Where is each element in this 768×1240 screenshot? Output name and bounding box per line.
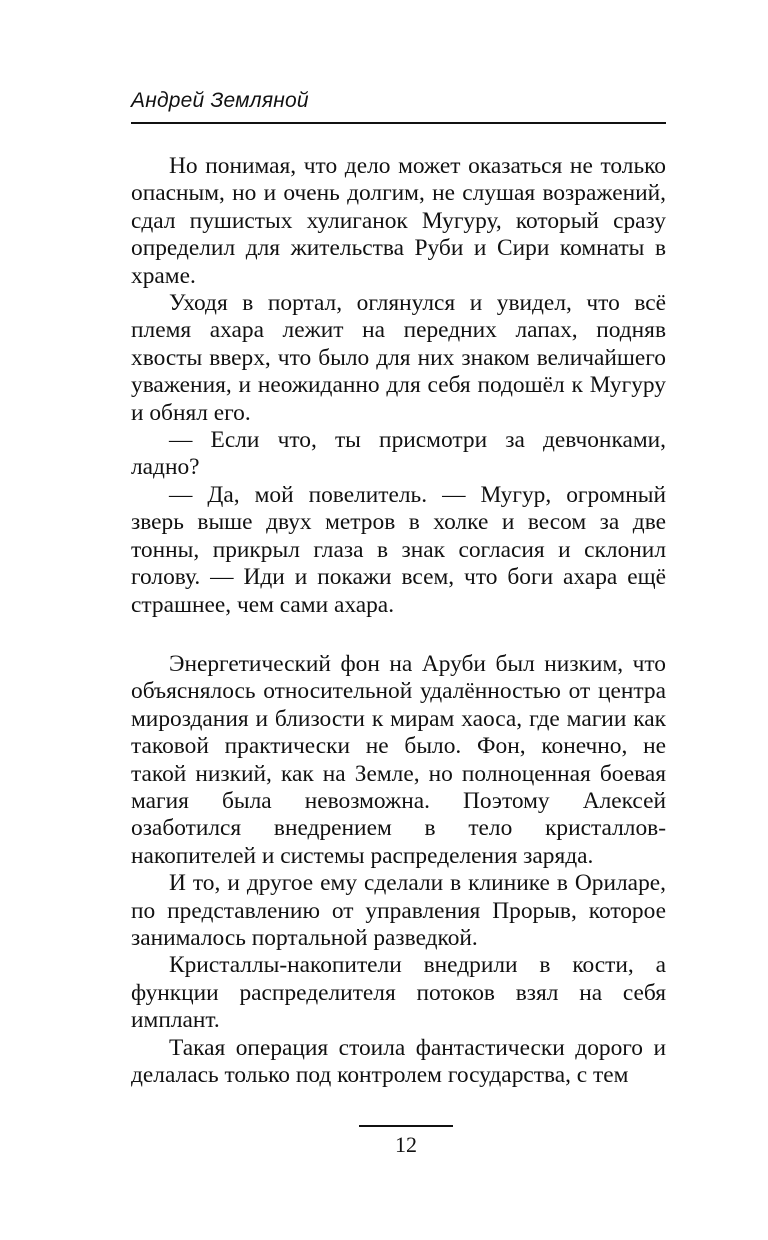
paragraph: Кристаллы-накопители внедрили в кости, а функции распределителя потоков взял на себя имплант. bbox=[131, 952, 666, 1034]
page-number: 12 bbox=[395, 1132, 417, 1157]
text-section-2 bbox=[131, 651, 666, 1090]
paragraph: Энергетический фон на Аруби был низким, что объяснялось относительной удалённостью от центра мироздания и близости к мирам хаоса, где магии как таковой практически не было. Фон, конечно, не такой низкий, как на Земле, но полноценная боевая магия была невозможна. Поэтому Алексей озаботился внедрением в тело кристаллов-накопителей и системы распределения заряда. bbox=[131, 651, 666, 869]
running-head-author: Андрей Земляной bbox=[131, 89, 309, 112]
paragraph: И то, и другое ему сделали в клинике в Ориларе, по представлению от управления Прорыв, которое занималось портальной разведкой. bbox=[131, 870, 666, 952]
paragraph: Но понимая, что дело может оказаться не только опасным, но и очень долгим, не слушая возражений, сдал пушистых хулиганок Мугуру, который сразу определил для жительства Руби и Сири комнаты в храме. bbox=[131, 153, 666, 289]
paragraph: Такая операция стоила фантастически дорого и делалась только под контролем государства, с тем bbox=[131, 1034, 666, 1089]
footer-rule bbox=[359, 1125, 453, 1127]
dialogue-line: — Да, мой повелитель. — Мугур, огромный зверь выше двух метров в холке и весом за две тонны, прикрыл глаза в знак согласия и склонил голову. — Иди и покажи всем, что боги ахара ещё страшнее, чем сами ахара. bbox=[131, 481, 666, 618]
dialogue-line: — Если что, ты присмотри за девчонками, ладно? bbox=[131, 427, 666, 481]
text-section-1 bbox=[131, 153, 666, 619]
header-rule bbox=[131, 122, 666, 124]
paragraph: Уходя в портал, оглянулся и увидел, что всё племя ахара лежит на передних лапах, подняв хвосты вверх, что было для них знаком величайшего уважения, и неожиданно для себя подошёл к Мугуру и обнял его. bbox=[131, 290, 666, 426]
